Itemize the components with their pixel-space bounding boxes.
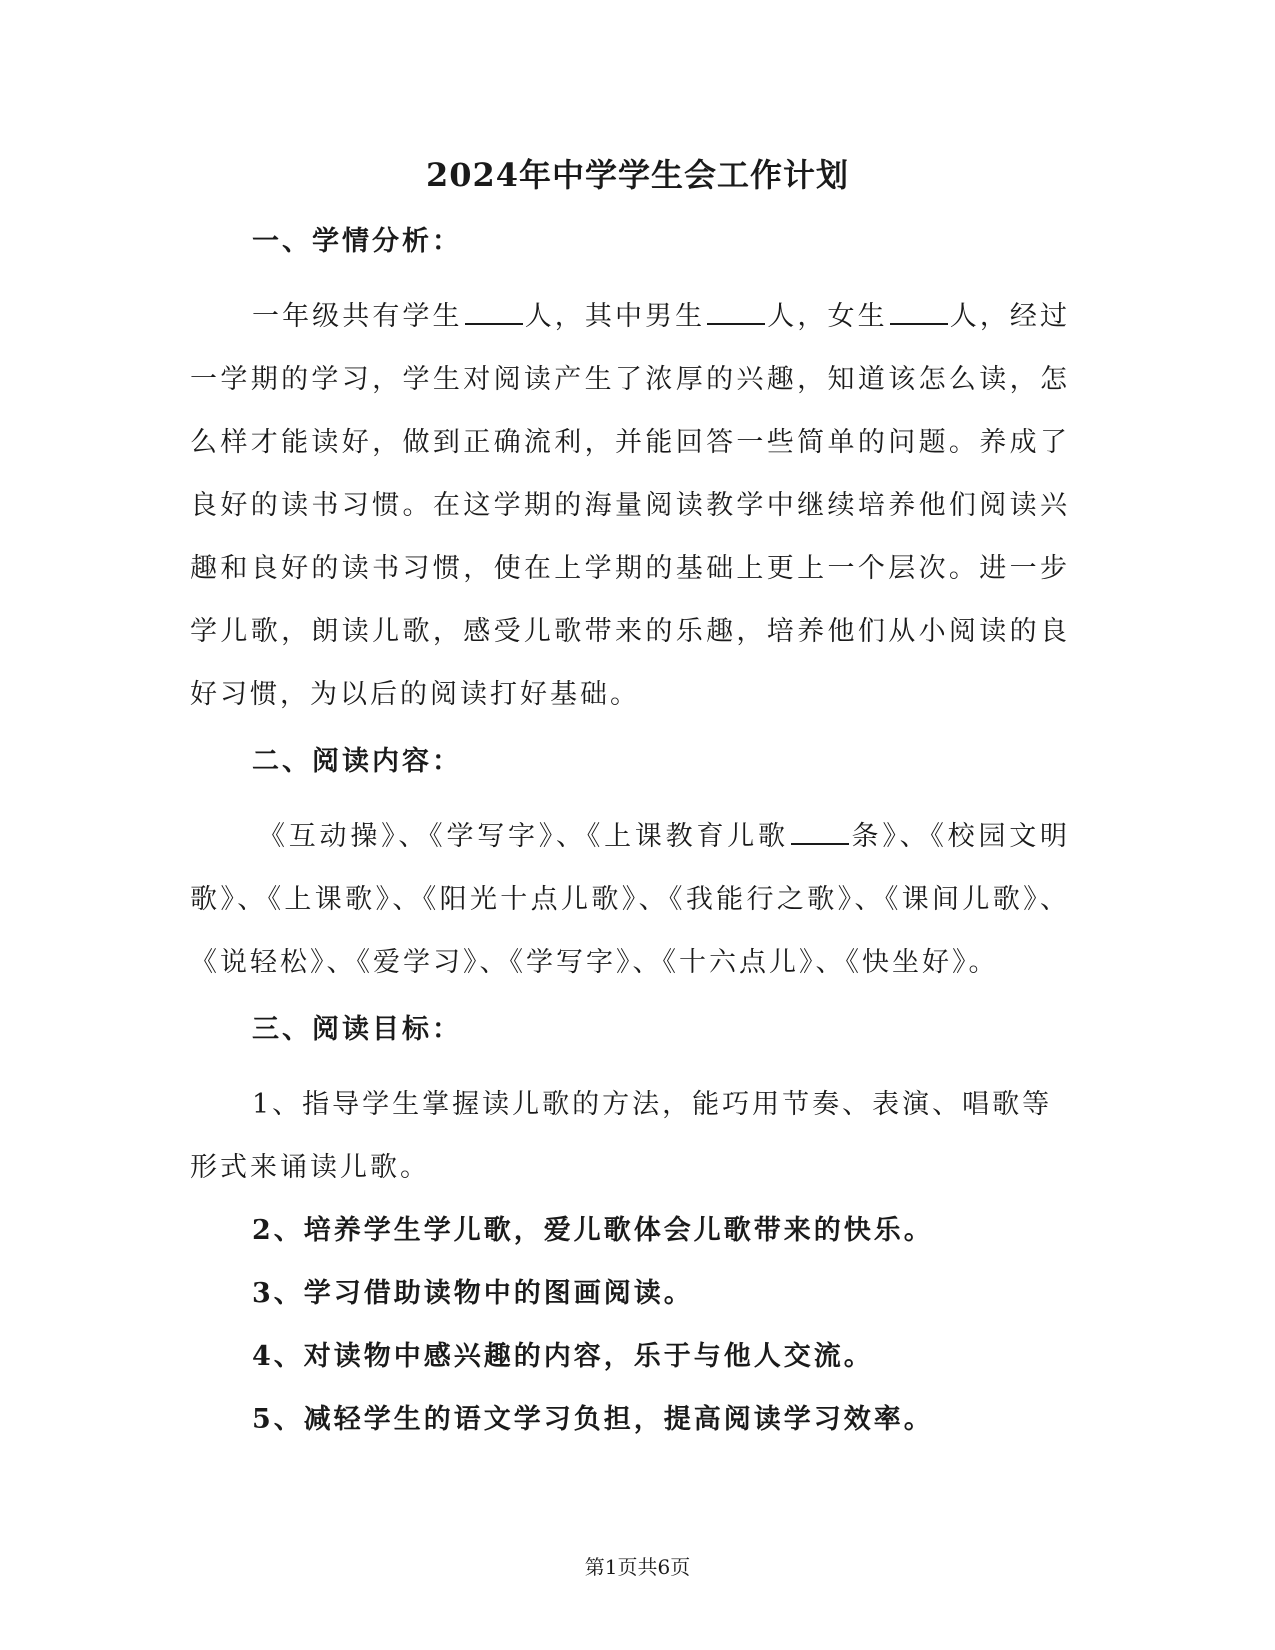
analysis-text-1: 一年级共有学生 <box>252 301 463 332</box>
blank-song-count <box>791 821 849 845</box>
goal-item-1: 1、指导学生掌握读儿歌的方法，能巧用节奏、表演、唱歌等形式来诵读儿歌。 <box>190 1089 1053 1183</box>
analysis-text-2: 人，其中男生 <box>524 301 706 332</box>
reading-content-text-2: 条》、《校园文明歌》、《上课歌》、《阳光十点儿歌》、《我能行之歌》、《课间儿歌》、《说轻松》、《爱学习》、《学写字》、《十六点儿》、《快坐好》。 <box>190 821 1071 978</box>
section-heading-analysis: 一、学情分析： <box>252 226 462 257</box>
blank-total-students <box>465 301 523 325</box>
document-body <box>190 222 1070 1451</box>
analysis-text-4: 人，经过一学期的学习，学生对阅读产生了浓厚的兴趣，知道该怎么读，怎么样才能读好，做到正确流利，并能回答一些简单的问题。养成了良好的读书习惯。在这学期的海量阅读教学中继续培养他们阅读兴趣和良好的读书习惯，使在上学期的基础上更上一个层次。进一步学儿歌，朗读儿歌，感受儿歌带来的乐趣，培养他们从小阅读的良好习惯，为以后的阅读打好基础。 <box>190 301 1071 710</box>
goal-item-4: 4、对读物中感兴趣的内容，乐于与他人交流。 <box>252 1341 874 1372</box>
blank-male-students <box>707 301 765 325</box>
analysis-paragraph <box>190 285 1070 726</box>
analysis-text-3: 人，女生 <box>767 301 888 332</box>
section-heading-content: 二、阅读内容： <box>252 746 462 777</box>
page-footer: 第1页共6页 <box>584 1555 691 1579</box>
section-heading-goals: 三、阅读目标： <box>252 1014 462 1045</box>
reading-content-paragraph <box>190 805 1070 994</box>
reading-content-text-1: 《互动操》、《学写字》、《上课教育儿歌 <box>258 821 789 852</box>
goal-item-3: 3、学习借助读物中的图画阅读。 <box>252 1278 694 1309</box>
goal-item-5: 5、减轻学生的语文学习负担，提高阅读学习效率。 <box>252 1404 934 1435</box>
goal-item-2: 2、培养学生学儿歌，爱儿歌体会儿歌带来的快乐。 <box>252 1215 934 1246</box>
blank-female-students <box>890 301 948 325</box>
document-title: 2024年中学学生会工作计划 <box>425 156 850 194</box>
